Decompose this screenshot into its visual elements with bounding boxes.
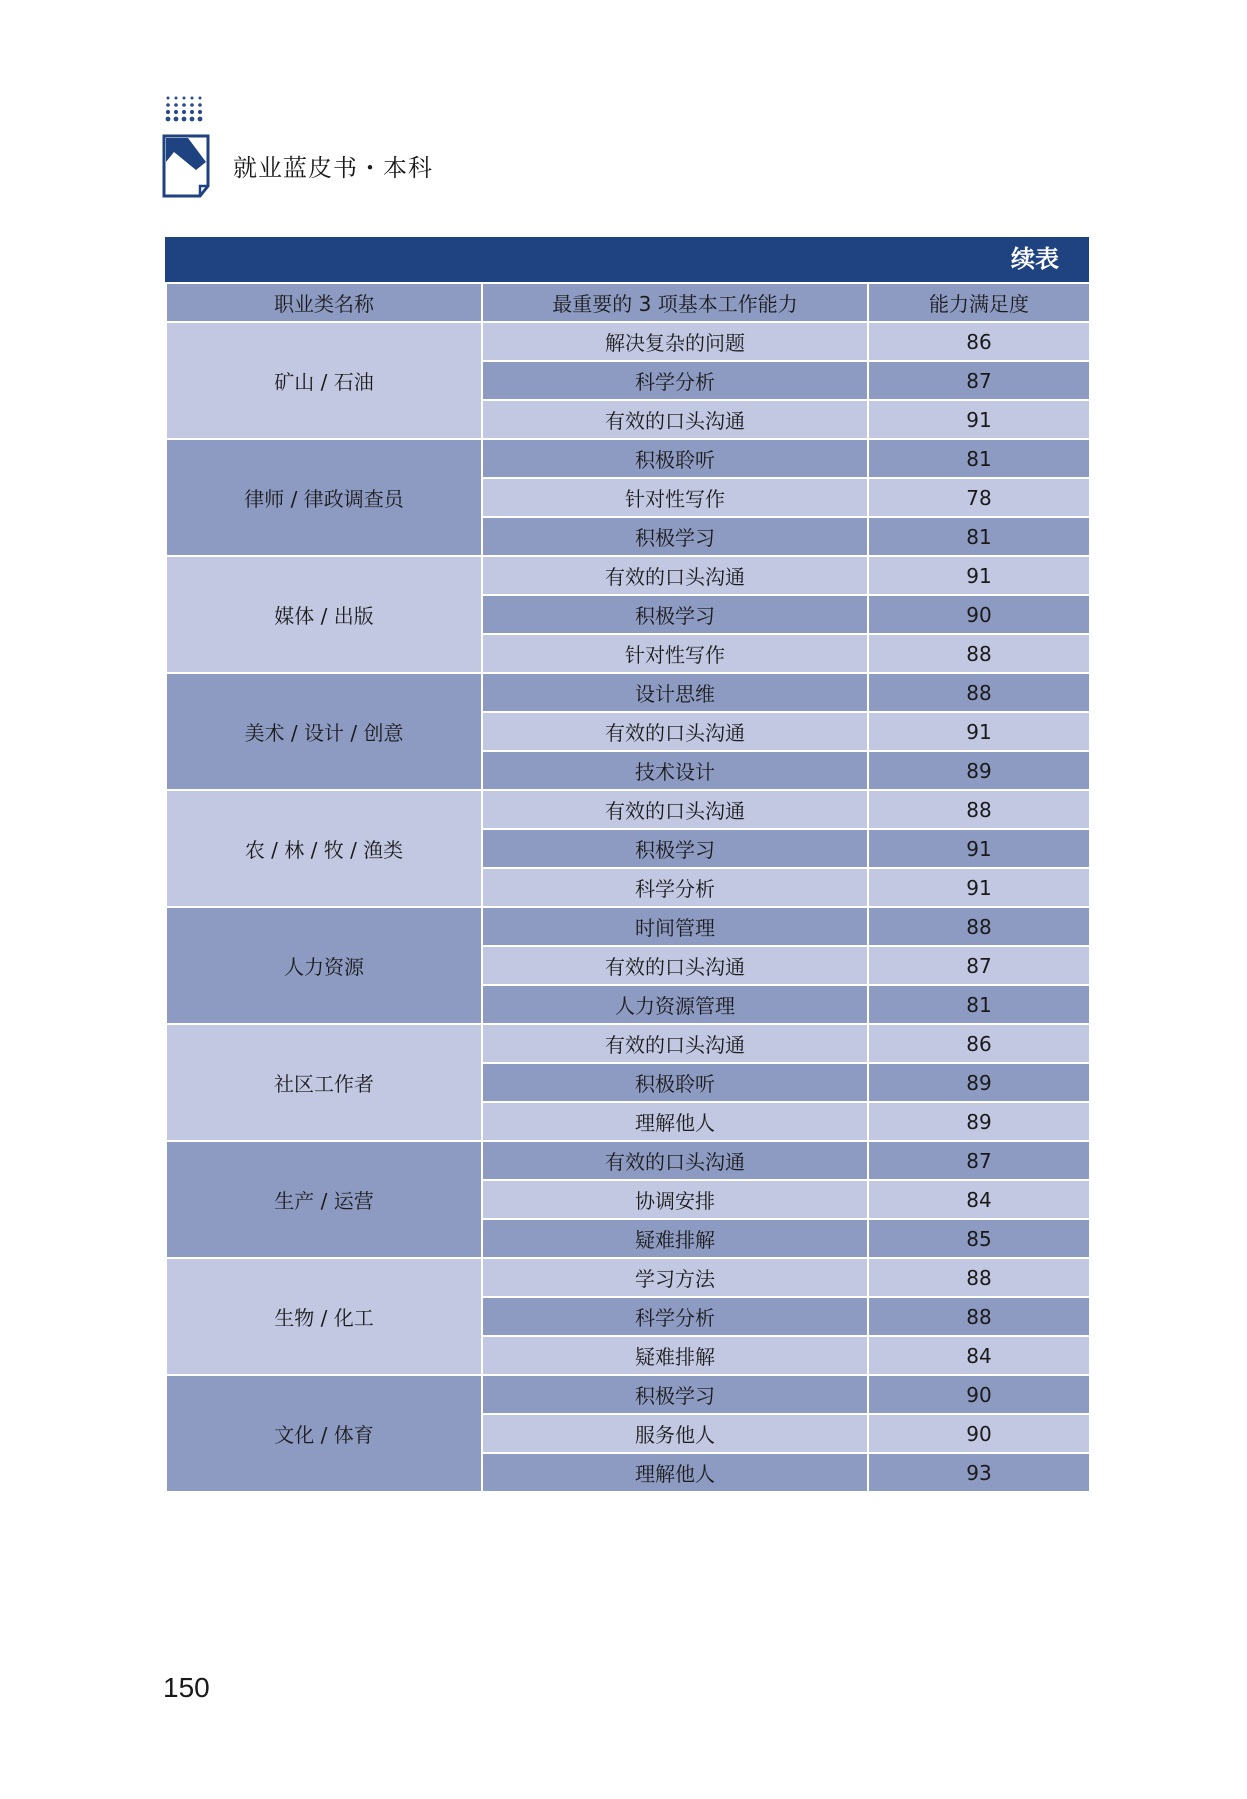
satisfaction-score-cell: 88 <box>868 673 1090 712</box>
table-row <box>166 907 1090 946</box>
satisfaction-score-cell: 86 <box>868 322 1090 361</box>
column-header-ability: 最重要的 3 项基本工作能力 <box>482 283 868 322</box>
ability-cell: 解决复杂的问题 <box>482 322 868 361</box>
ability-cell: 科学分析 <box>482 868 868 907</box>
ability-cell: 有效的口头沟通 <box>482 946 868 985</box>
continuation-bar <box>165 237 1089 282</box>
occupation-name-cell: 美术 / 设计 / 创意 <box>166 673 482 790</box>
continuation-label: 续表 <box>1011 245 1059 273</box>
table-row <box>166 673 1090 712</box>
ability-cell: 针对性写作 <box>482 634 868 673</box>
ability-cell: 人力资源管理 <box>482 985 868 1024</box>
satisfaction-score-cell: 87 <box>868 946 1090 985</box>
satisfaction-score-cell: 88 <box>868 907 1090 946</box>
ability-cell: 积极学习 <box>482 829 868 868</box>
ability-cell: 时间管理 <box>482 907 868 946</box>
column-header-satisfaction: 能力满足度 <box>868 283 1090 322</box>
satisfaction-score-cell: 90 <box>868 1375 1090 1414</box>
satisfaction-score-cell: 78 <box>868 478 1090 517</box>
occupation-name-cell: 农 / 林 / 牧 / 渔类 <box>166 790 482 907</box>
satisfaction-score-cell: 91 <box>868 400 1090 439</box>
satisfaction-score-cell: 89 <box>868 1063 1090 1102</box>
ability-cell: 有效的口头沟通 <box>482 556 868 595</box>
ability-cell: 疑难排解 <box>482 1336 868 1375</box>
ability-cell: 有效的口头沟通 <box>482 1024 868 1063</box>
ability-cell: 针对性写作 <box>482 478 868 517</box>
ability-cell: 理解他人 <box>482 1453 868 1492</box>
occupation-name-cell: 矿山 / 石油 <box>166 322 482 439</box>
satisfaction-score-cell: 91 <box>868 556 1090 595</box>
satisfaction-score-cell: 90 <box>868 595 1090 634</box>
satisfaction-score-cell: 85 <box>868 1219 1090 1258</box>
satisfaction-score-cell: 89 <box>868 1102 1090 1141</box>
satisfaction-score-cell: 84 <box>868 1180 1090 1219</box>
satisfaction-score-cell: 88 <box>868 790 1090 829</box>
ability-cell: 有效的口头沟通 <box>482 400 868 439</box>
satisfaction-score-cell: 81 <box>868 985 1090 1024</box>
satisfaction-score-cell: 86 <box>868 1024 1090 1063</box>
ability-cell: 积极学习 <box>482 1375 868 1414</box>
ability-cell: 科学分析 <box>482 361 868 400</box>
ability-cell: 技术设计 <box>482 751 868 790</box>
satisfaction-score-cell: 91 <box>868 712 1090 751</box>
satisfaction-score-cell: 84 <box>868 1336 1090 1375</box>
table-row <box>166 556 1090 595</box>
satisfaction-score-cell: 91 <box>868 829 1090 868</box>
table-row <box>166 1024 1090 1063</box>
table-row <box>166 790 1090 829</box>
occupation-name-cell: 媒体 / 出版 <box>166 556 482 673</box>
ability-cell: 有效的口头沟通 <box>482 790 868 829</box>
table-row <box>166 1141 1090 1180</box>
satisfaction-score-cell: 81 <box>868 439 1090 478</box>
ability-cell: 协调安排 <box>482 1180 868 1219</box>
ability-cell: 积极聆听 <box>482 439 868 478</box>
ability-table <box>165 237 1089 1493</box>
ability-cell: 有效的口头沟通 <box>482 1141 868 1180</box>
occupation-name-cell: 律师 / 律政调查员 <box>166 439 482 556</box>
occupation-name-cell: 社区工作者 <box>166 1024 482 1141</box>
ability-cell: 科学分析 <box>482 1297 868 1336</box>
occupation-name-cell: 文化 / 体育 <box>166 1375 482 1492</box>
ability-cell: 理解他人 <box>482 1102 868 1141</box>
running-header-title: 就业蓝皮书・本科 <box>233 154 433 182</box>
book-logo-icon <box>160 92 215 202</box>
table-header-row <box>166 283 1090 322</box>
ability-cell: 有效的口头沟通 <box>482 712 868 751</box>
occupation-name-cell: 生物 / 化工 <box>166 1258 482 1375</box>
satisfaction-score-cell: 90 <box>868 1414 1090 1453</box>
table-row <box>166 1375 1090 1414</box>
occupation-name-cell: 生产 / 运营 <box>166 1141 482 1258</box>
occupation-name-cell: 人力资源 <box>166 907 482 1024</box>
ability-cell: 疑难排解 <box>482 1219 868 1258</box>
satisfaction-score-cell: 88 <box>868 1297 1090 1336</box>
page-number: 150 <box>163 1672 210 1703</box>
satisfaction-score-cell: 89 <box>868 751 1090 790</box>
ability-cell: 积极聆听 <box>482 1063 868 1102</box>
satisfaction-score-cell: 88 <box>868 1258 1090 1297</box>
table-row <box>166 439 1090 478</box>
ability-cell: 设计思维 <box>482 673 868 712</box>
satisfaction-score-cell: 91 <box>868 868 1090 907</box>
table-row <box>166 1258 1090 1297</box>
ability-cell: 服务他人 <box>482 1414 868 1453</box>
column-header-occupation: 职业类名称 <box>166 283 482 322</box>
ability-cell: 积极学习 <box>482 517 868 556</box>
table-row <box>166 322 1090 361</box>
satisfaction-score-cell: 88 <box>868 634 1090 673</box>
satisfaction-score-cell: 87 <box>868 1141 1090 1180</box>
ability-cell: 积极学习 <box>482 595 868 634</box>
satisfaction-score-cell: 87 <box>868 361 1090 400</box>
satisfaction-score-cell: 93 <box>868 1453 1090 1492</box>
data-table <box>165 282 1091 1493</box>
satisfaction-score-cell: 81 <box>868 517 1090 556</box>
ability-cell: 学习方法 <box>482 1258 868 1297</box>
